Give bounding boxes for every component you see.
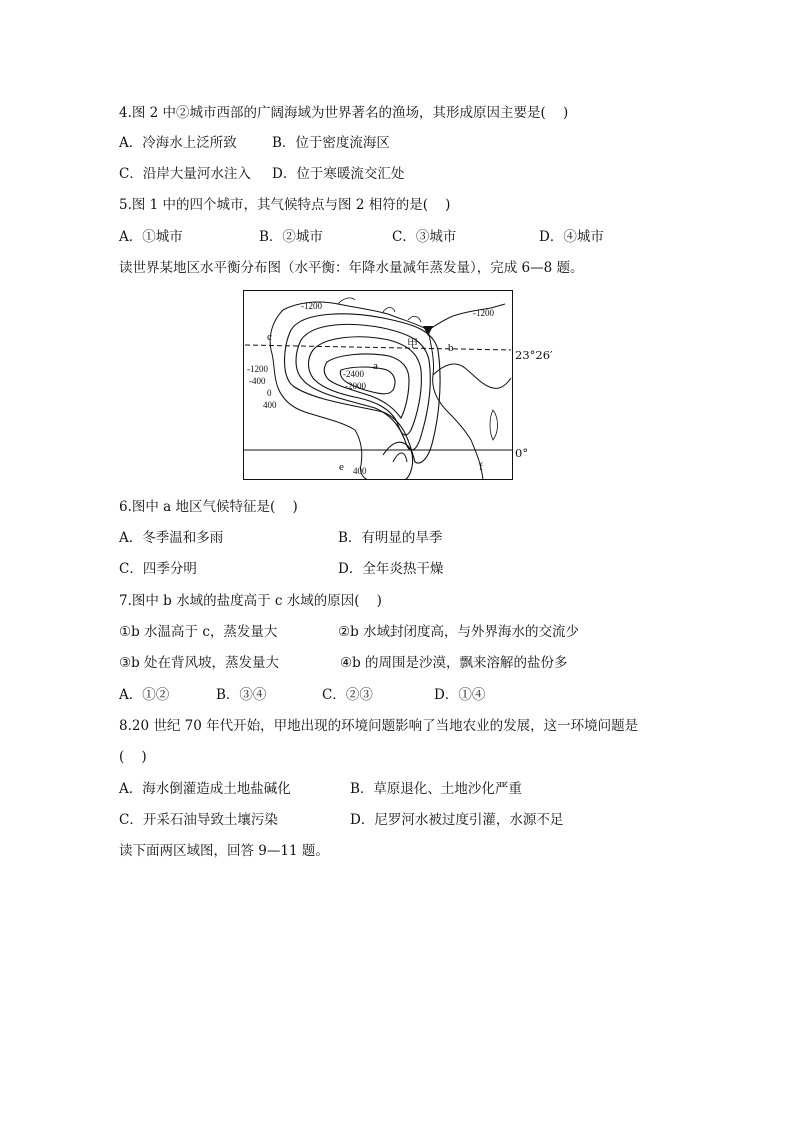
contour-label-nw: -1200 [301,301,322,311]
q7-statement-2: ②b 水域封闭度高，与外界海水的交流少 [338,624,580,640]
contour-label-w3: 0 [267,388,272,398]
q4-option-b: B．位于密度流海区 [272,135,390,151]
contour-label-center1: -2400 [343,369,364,379]
tropic-label-outside: 23°26′ [515,348,553,362]
q8-option-d: D．尼罗河水被过度引灌，水源不足 [350,812,564,828]
q6-option-a: A．冬季温和多雨 [119,530,224,546]
contour-label-w2: -400 [249,376,266,386]
q4-stem: 4.图 2 中②城市西部的广阔海域为世界著名的渔场，其形成原因主要是( ) [119,105,569,121]
q7-statement-3: ③b 处在背风坡，蒸发量大 [119,655,280,671]
contour-label-w1: -1200 [247,364,268,374]
label-c: c [267,331,272,343]
q5-option-b: B．②城市 [259,229,323,245]
q8-stem-line1: 8.20 世纪 70 年代开始，甲地出现的环境问题影响了当地农业的发展，这一环境问题是 [119,718,639,734]
label-b: b [448,342,454,354]
q4-option-a: A．冷海水上泛所致 [119,135,237,151]
contour-label-w4: 400 [263,400,277,410]
water-balance-map [243,290,513,480]
q4-option-d: D．位于寒暖流交汇处 [272,166,405,182]
q6-stem: 6.图中 a 地区气候特征是( ) [119,499,298,515]
q8-option-c: C．开采石油导致土壤污染 [119,812,278,828]
q7-option-c: C．②③ [322,687,373,703]
q8-option-b: B．草原退化、土地沙化严重 [350,781,522,797]
q4-option-c: C．沿岸大量河水注入 [119,166,251,182]
contour-label-ne: -1200 [473,308,494,318]
q7-option-d: D．①④ [434,687,486,703]
q7-stem: 7.图中 b 水域的盐度高于 c 水域的原因( ) [119,593,382,609]
q7-option-a: A．①② [119,687,170,703]
q5-option-a: A．①城市 [119,229,183,245]
q7-statement-4: ④b 的周围是沙漠，飘来溶解的盐份多 [340,655,568,671]
q5-stem: 5.图 1 中的四个城市，其气候特点与图 2 相符的是( ) [119,197,451,213]
label-a: a [373,360,378,372]
q5-option-c: C．③城市 [392,229,457,245]
equator-label-outside: 0° [515,446,529,460]
q7-statement-1: ①b 水温高于 c，蒸发量大 [119,624,278,640]
contour-label-center2: -2000 [345,381,366,391]
intro-9-11: 读下面两区域图，回答 9—11 题。 [119,843,329,859]
q6-option-c: C．四季分明 [119,561,197,577]
q6-option-d: D．全年炎热干燥 [338,561,444,577]
q8-option-a: A．海水倒灌造成土地盐碱化 [119,781,291,797]
label-jia: 甲 [407,338,418,350]
q5-option-d: D．④城市 [539,229,604,245]
intro-6-8: 读世界某地区水平衡分布图（水平衡：年降水量减年蒸发量），完成 6—8 题。 [119,260,584,276]
label-f: f [479,461,483,473]
label-e: e [339,461,344,473]
q6-option-b: B．有明显的旱季 [338,530,443,546]
q8-stem-line2: ( ) [119,749,147,765]
contour-label-south: 400 [353,466,367,476]
q7-option-b: B．③④ [216,687,267,703]
